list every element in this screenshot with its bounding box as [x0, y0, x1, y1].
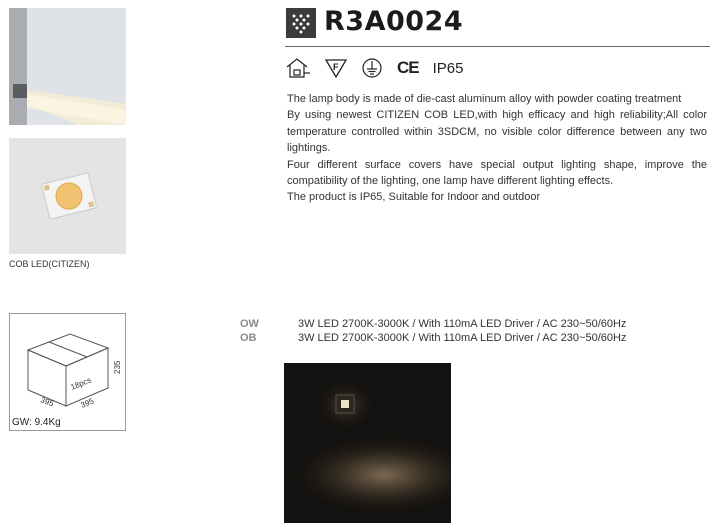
- variant-spec: 3W LED 2700K-3000K / With 110mA LED Driver / AC 230~50/60Hz: [298, 318, 627, 330]
- variant-spec: 3W LED 2700K-3000K / With 110mA LED Driver / AC 230~50/60Hz: [298, 332, 627, 344]
- product-description: [287, 91, 707, 206]
- gross-weight: GW: 9.4Kg: [12, 417, 61, 428]
- header-divider: [285, 46, 710, 47]
- product-code: R3A0024: [324, 6, 464, 37]
- variant-code: OB: [240, 332, 257, 344]
- box-depth-label: 395: [79, 396, 96, 410]
- description-paragraph: Four different surface covers have special output lighting shape, improve the compatibility of the lighting, one lamp have different lighting effects.: [287, 158, 707, 188]
- description-paragraph: The lamp body is made of die-cast aluminum alloy with powder coating treatment: [287, 93, 682, 105]
- package-box-panel: [9, 313, 126, 431]
- certification-row: [285, 55, 463, 81]
- description-paragraph: By using newest CITIZEN COB LED,with high efficacy and high reliability;All color temperature controlled within 3SDCM, no visible color difference between any two lightings.: [287, 109, 707, 155]
- box-pcs-label: 18pcs: [69, 375, 93, 392]
- class-ii-house-icon: [285, 57, 311, 79]
- cob-led-caption: COB LED(CITIZEN): [9, 259, 90, 269]
- earth-ground-icon: [361, 57, 383, 79]
- description-paragraph: The product is IP65, Suitable for Indoor and outdoor: [287, 191, 541, 204]
- ce-mark: CE: [397, 58, 419, 77]
- box-width-label: 395: [39, 395, 55, 409]
- variant-code: OW: [240, 318, 259, 330]
- dotted-grid-icon: [286, 8, 316, 38]
- f-mark-icon: [325, 57, 347, 79]
- box-height-label: 235: [113, 360, 122, 374]
- ip-rating: IP65: [432, 59, 464, 77]
- svg-text:F: F: [333, 62, 339, 72]
- product-lighting-photo: [284, 363, 451, 523]
- wall-mounting-illustration: [9, 8, 126, 125]
- cob-led-photo: [9, 138, 126, 254]
- package-box-icon: [10, 314, 125, 414]
